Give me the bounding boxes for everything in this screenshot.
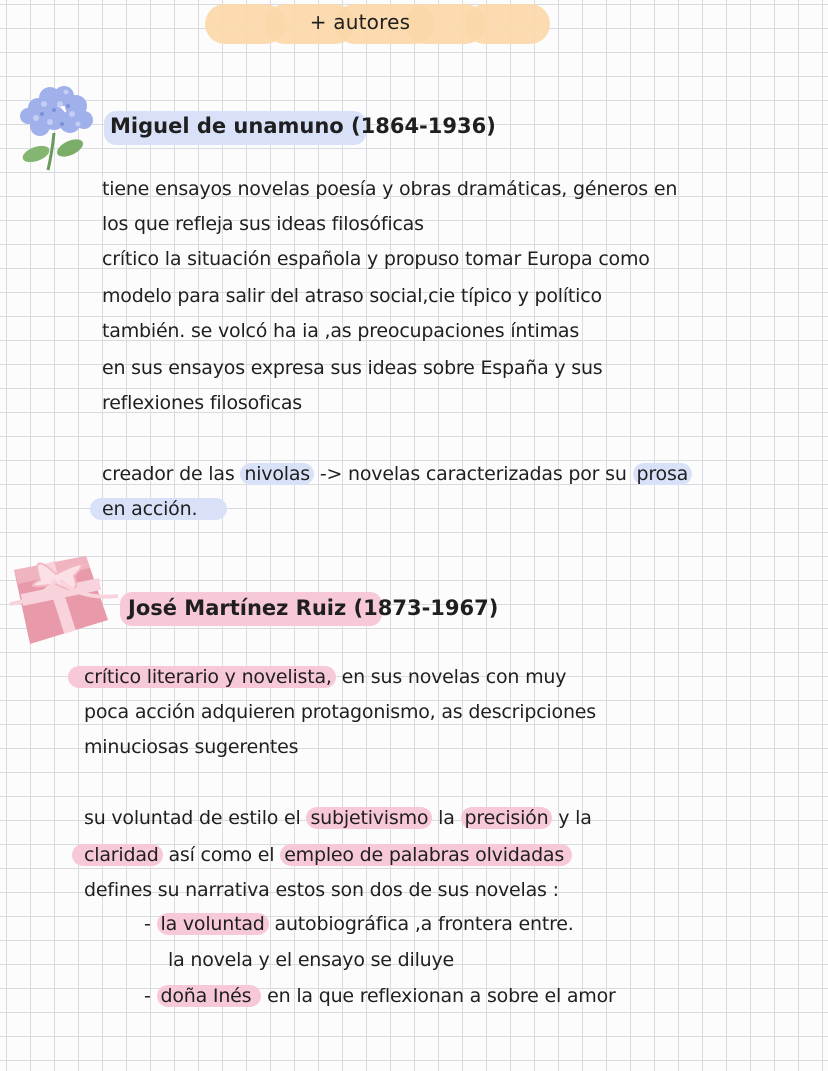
author-name: Miguel de unamuno — [110, 114, 344, 138]
title-tag: + autores — [309, 10, 411, 34]
text-line: poca acción adquieren protagonismo, as descripciones — [84, 701, 596, 723]
text-line — [84, 800, 592, 836]
text-span: la — [432, 807, 461, 829]
hydrangea-flower-icon — [14, 78, 100, 174]
author-years: (1873-1967) — [353, 596, 499, 620]
nivola-line — [102, 456, 692, 492]
pink-gift-icon — [0, 540, 120, 652]
text-line: tiene ensayos novelas poesía y obras dramáticas, géneros en — [102, 178, 678, 200]
text-span: en sus novelas con muy — [335, 666, 567, 688]
text-span: -> novelas caracterizadas por su — [313, 463, 633, 485]
text-span: así como el — [162, 844, 281, 866]
text-span: creador de las — [102, 463, 241, 485]
highlight-en-accion: en acción. — [90, 498, 227, 520]
text-line: en sus ensayos expresa sus ideas sobre España y sus — [102, 357, 603, 379]
text-line — [72, 837, 572, 873]
highlight-nivolas: nivolas — [240, 463, 314, 485]
novel-item-la-voluntad — [144, 906, 574, 942]
author-name: José Martínez Ruiz — [128, 596, 347, 620]
text-span: y la — [552, 807, 592, 829]
text-line: los que refleja sus ideas filosóficas — [102, 213, 424, 235]
highlight-la-voluntad: la voluntad — [157, 913, 269, 935]
dash: - — [144, 913, 157, 935]
text-span: en la que reflexionan a sobre el amor — [261, 985, 616, 1007]
highlight-subjetivismo: subjetivismo — [306, 807, 432, 829]
highlight-dona-ines: doña Inés — [157, 985, 262, 1007]
novel-item-dona-ines — [144, 978, 616, 1014]
author-heading-unamuno — [110, 114, 496, 138]
nivola-line-2 — [90, 491, 227, 527]
author-years: (1864-1936) — [351, 114, 496, 138]
highlight-precision: precisión — [461, 807, 553, 829]
text-span: su voluntad de estilo el — [84, 807, 307, 829]
text-line — [68, 659, 566, 695]
text-span: autobiográfica ,a frontera entre. — [268, 913, 574, 935]
text-line: la novela y el ensayo se diluye — [168, 949, 455, 971]
text-line: defines su narrativa estos son dos de sus novelas : — [84, 879, 559, 901]
highlight-claridad: claridad — [72, 844, 163, 866]
dash: - — [144, 985, 157, 1007]
text-line: modelo para salir del atraso social,cie típico y político — [102, 285, 602, 307]
text-line: crítico la situación española y propuso tomar Europa como — [102, 248, 650, 270]
highlight-critico-literario: crítico literario y novelista, — [68, 666, 336, 688]
text-line: también. se volcó ha ia ,as preocupaciones íntimas — [102, 320, 580, 342]
highlight-prosa: prosa — [633, 463, 693, 485]
text-line: reflexiones filosoficas — [102, 392, 302, 414]
author-heading-martinez-ruiz — [128, 596, 498, 620]
text-line: minuciosas sugerentes — [84, 736, 299, 758]
highlight-empleo-palabras: empleo de palabras olvidadas — [280, 844, 572, 866]
